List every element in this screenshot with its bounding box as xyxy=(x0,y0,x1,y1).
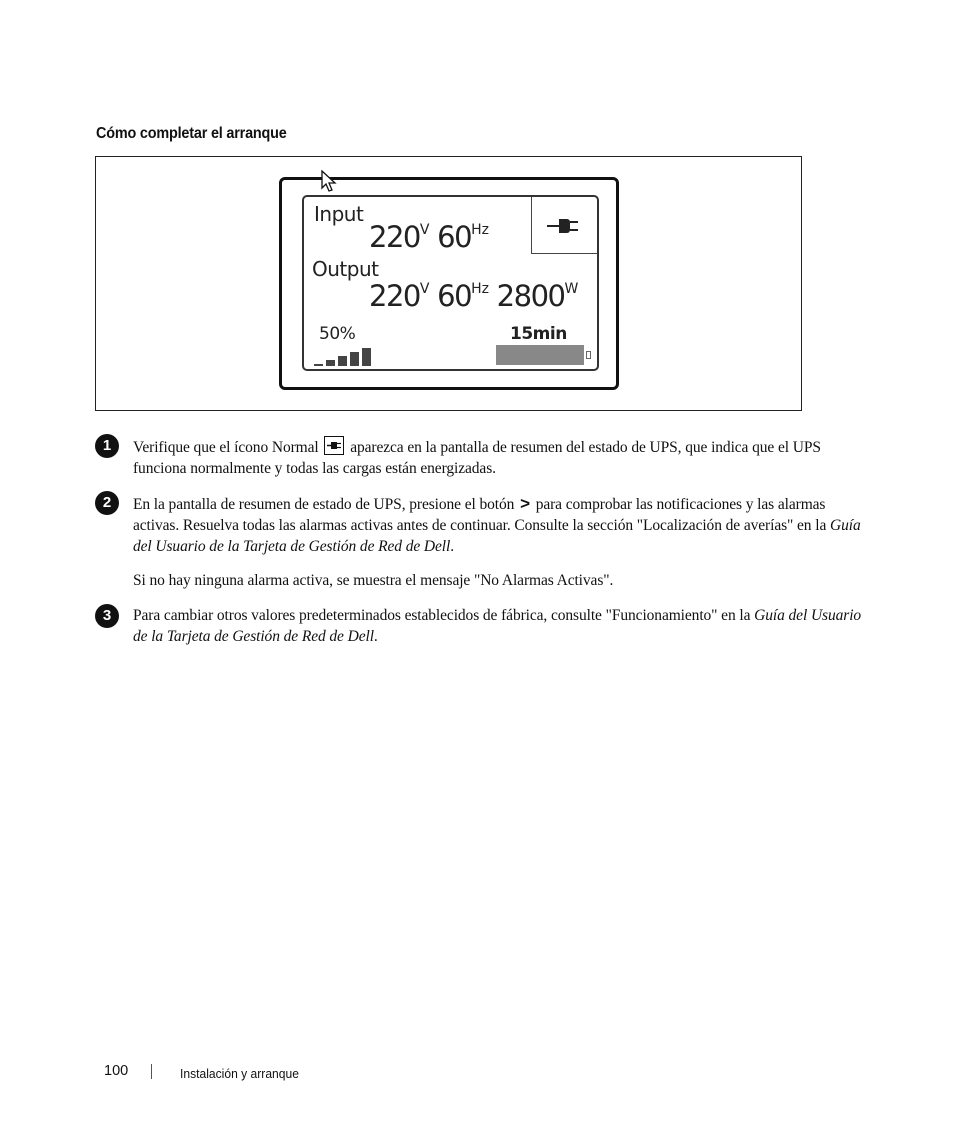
load-bar-graph xyxy=(314,348,371,366)
step-2-text: En la pantalla de resumen de estado de UPS, presione el botón > para comprobar las notificaciones y las alarmas activas. Resuelva todas las alarmas activas antes de continuar. Consulte la sección "Localización de averías" en la Guía del Usuario de la Tarjeta de Gestión de Red de Dell. xyxy=(133,494,861,555)
footer-divider xyxy=(151,1064,152,1079)
next-button-symbol: > xyxy=(520,494,530,513)
output-power-unit: W xyxy=(564,281,579,297)
step-1-text: Verifique que el ícono Normal aparezca en la pantalla de resumen del estado de UPS, que indica que el UPS funciona normalmente y todas las cargas están energizadas. xyxy=(133,436,863,479)
input-frequency: 60 xyxy=(437,220,472,254)
status-cell xyxy=(531,197,599,254)
page-number: 100 xyxy=(104,1063,129,1079)
battery-gauge xyxy=(496,345,584,365)
guide-title: Guía del Usuario de la Tarjeta de Gestión de Red de Dell xyxy=(133,607,862,645)
input-readout xyxy=(369,220,489,254)
step-3-text: Para cambiar otros valores predeterminados establecidos de fábrica, consulte "Funcionamiento" en la Guía del Usuario de la Tarjeta de Gestión de Red de Dell. xyxy=(133,607,862,645)
section-heading: Cómo completar el arranque xyxy=(96,125,287,142)
input-frequency-unit: Hz xyxy=(471,222,489,238)
output-voltage: 220 xyxy=(369,279,420,313)
load-bar xyxy=(326,360,335,366)
step-3-marker: 3 xyxy=(95,604,119,628)
battery-terminal xyxy=(586,351,591,359)
output-frequency-unit: Hz xyxy=(471,281,489,297)
plug-icon xyxy=(324,436,344,455)
guide-title: Guía del Usuario de la Tarjeta de Gestión de Red de Dell xyxy=(133,517,861,555)
plug-icon xyxy=(546,214,586,238)
step-1-marker: 1 xyxy=(95,434,119,458)
load-bar xyxy=(338,356,347,366)
runtime: 15min xyxy=(510,324,567,344)
output-readout xyxy=(369,279,578,313)
input-voltage: 220 xyxy=(369,220,420,254)
output-voltage-unit: V xyxy=(419,281,430,297)
load-bar xyxy=(314,364,323,366)
lcd-screen xyxy=(302,195,599,371)
footer-section-title: Instalación y arranque xyxy=(180,1066,299,1081)
step-2-marker: 2 xyxy=(95,491,119,515)
input-label: Input xyxy=(314,202,364,226)
step-2-note: Si no hay ninguna alarma activa, se muestra el mensaje "No Alarmas Activas". xyxy=(133,572,614,589)
mouse-pointer-icon xyxy=(320,170,342,194)
output-label: Output xyxy=(312,257,379,281)
load-bar xyxy=(362,348,371,366)
load-bar xyxy=(350,352,359,366)
output-frequency: 60 xyxy=(437,279,472,313)
load-percent: 50% xyxy=(319,324,356,344)
input-voltage-unit: V xyxy=(419,222,430,238)
output-power: 2800 xyxy=(496,279,565,313)
